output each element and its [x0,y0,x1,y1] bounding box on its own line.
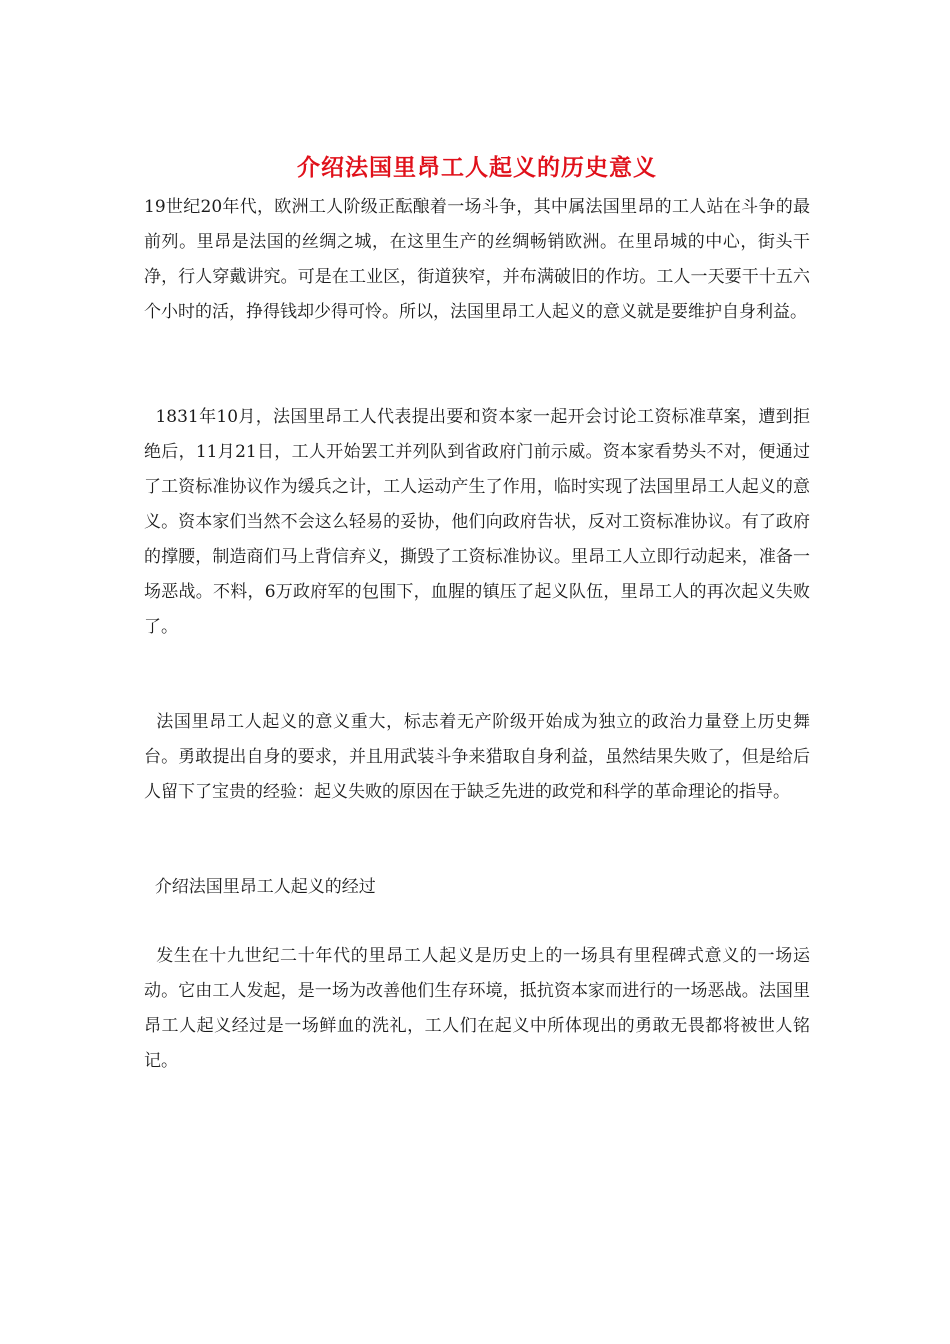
page-title: 介绍法国里昂工人起义的历史意义 [297,154,657,181]
document-page [144,152,810,1079]
paragraph-significance: 法国里昂工人起义的意义重大，标志着无产阶级开始成为独立的政治力量登上历史舞台。勇敢提出自身的要求，并且用武装斗争来猎取自身利益，虽然结果失败了，但是给后人留下了宝贵的经验：起义失败的原因在于缺乏先进的政党和科学的革命理论的指导。 [144,712,810,802]
paragraph-uprising: 1831年10月，法国里昂工人代表提出要和资本家一起开会讨论工资标准草案，遭到拒绝后，11月21日，工人开始罢工并列队到省政府门前示威。资本家看势头不对，便通过了工资标准协议作为缓兵之计，工人运动产生了作用，临时实现了法国里昂工人起义的意义。资本家们当然不会这么轻易的妥协，他们向政府告状，反对工资标准协议。有了政府的撑腰，制造商们马上背信弃义，撕毁了工资标准协议。里昂工人立即行动起来，准备一场恶战。不料，6万政府军的包围下，血腥的镇压了起义队伍，里昂工人的再次起义失败了。 [144,407,810,637]
paragraph-spacer [144,905,810,939]
paragraph-spacer [144,330,810,400]
paragraph-spacer [144,645,810,705]
section-heading: 介绍法国里昂工人起义的经过 [144,877,376,897]
paragraph-process: 发生在十九世纪二十年代的里昂工人起义是历史上的一场具有里程碑式意义的一场运动。它由工人发起，是一场为改善他们生存环境，抵抗资本家而进行的一场恶战。法国里昂工人起义经过是一场鲜血的洗礼，工人们在起义中所体现出的勇敢无畏都将被世人铭记。 [144,946,810,1071]
paragraph-spacer [144,810,810,870]
paragraph-background: 19世纪20年代，欧洲工人阶级正酝酿着一场斗争，其中属法国里昂的工人站在斗争的最前列。里昂是法国的丝绸之城，在这里生产的丝绸畅销欧洲。在里昂城的中心，街头干净，行人穿戴讲究。可是在工业区，街道狭窄，并布满破旧的作坊。工人一天要干十五六个小时的活，挣得钱却少得可怜。所以，法国里昂工人起义的意义就是要维护自身利益。 [144,197,810,322]
